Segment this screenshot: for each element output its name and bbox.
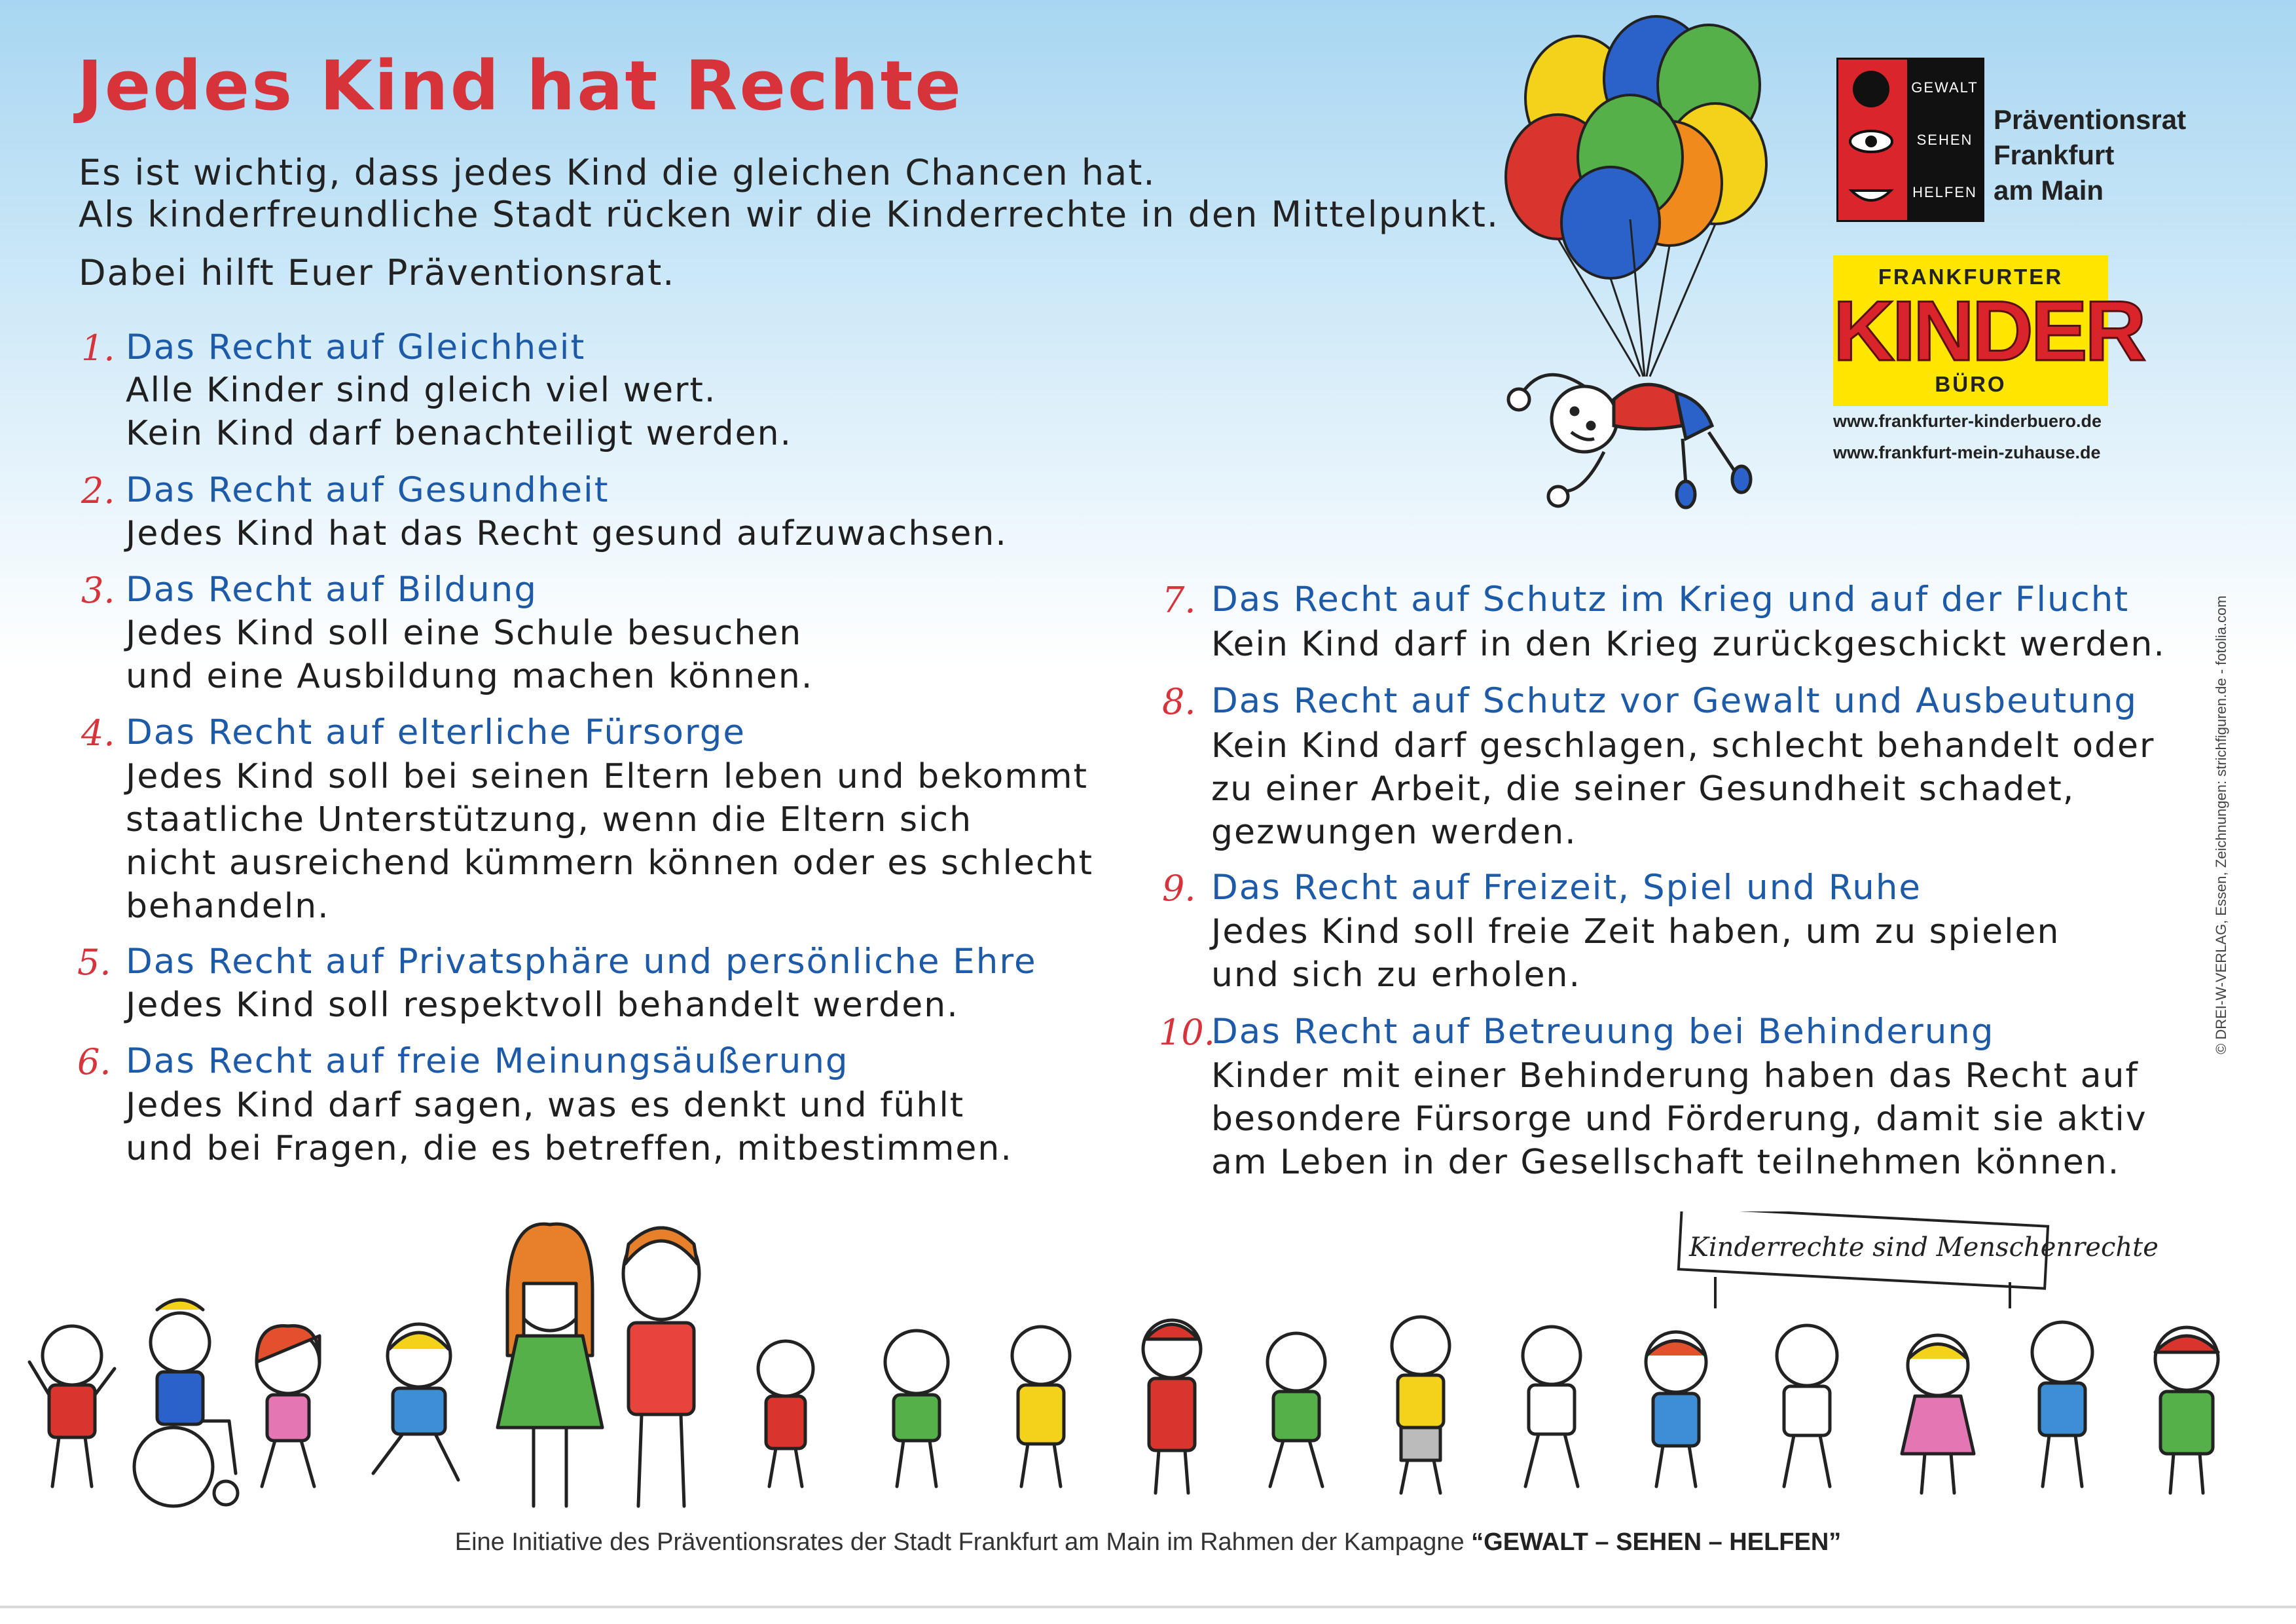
footer-campaign: “GEWALT – SEHEN – HELFEN” [1471, 1528, 1842, 1556]
right-9-number: 9. [1162, 868, 1196, 909]
right-2-text: Jedes Kind hat das Recht gesund aufzuwachsen. [126, 514, 1008, 553]
right-9-title: Das Recht auf Freizeit, Spiel und Ruhe [1211, 868, 1922, 908]
child-figure-7 [758, 1341, 813, 1486]
child-figure-10 [1143, 1320, 1201, 1493]
right-9-text: Jedes Kind soll freie Zeit haben, um zu spielen und sich zu erholen. [1211, 912, 2060, 995]
right-6-title: Das Recht auf freie Meinungsäußerung [126, 1041, 849, 1081]
right-4-number: 4. [81, 712, 115, 754]
child-figure-15 [1777, 1325, 1837, 1486]
right-2-title: Das Recht auf Gesundheit [126, 470, 610, 510]
right-6-text: Jedes Kind darf sagen, was es denkt und fühlt und bei Fragen, die es betreffen, mitbestimmen. [126, 1086, 1013, 1168]
children-row-illustration [0, 1205, 2296, 1519]
logo-word-gewalt: GEWALT [1911, 79, 1978, 96]
child-figure-9 [1012, 1327, 1070, 1486]
right-10-number: 10. [1159, 1012, 1215, 1053]
child-figure-11 [1267, 1333, 1325, 1486]
right-1-title: Das Recht auf Gleichheit [126, 327, 586, 367]
right-5-text: Jedes Kind soll respektvoll behandelt werden. [126, 986, 959, 1025]
right-2-number: 2. [81, 470, 115, 511]
logo-word-sehen: SEHEN [1916, 132, 1973, 148]
intro-line-3: Dabei hilft Euer Präventionsrat. [79, 252, 676, 293]
child-figure-16 [1902, 1335, 1974, 1493]
right-5-number: 5. [77, 942, 111, 983]
hanging-child [1508, 375, 1751, 507]
logo-word-helfen: HELFEN [1912, 184, 1977, 200]
right-8-text: Kein Kind darf geschlagen, schlecht behandelt oder zu einer Arbeit, die seiner Gesundheit schadet, gezwungen werden. [1211, 726, 2155, 852]
kinderbuero-top-label: FRANKFURTER [1878, 265, 2064, 289]
footer-initiative: Eine Initiative des Präventionsrates der Stadt Frankfurt am Main im Rahmen der Kampagne [454, 1528, 1465, 1556]
adult-man [623, 1228, 699, 1506]
right-8-number: 8. [1162, 681, 1196, 722]
child-figure-14 [1646, 1332, 1706, 1486]
right-5-title: Das Recht auf Privatsphäre und persönliche Ehre [126, 942, 1037, 982]
balloons-illustration [1486, 7, 1787, 524]
mouth-icon [1851, 191, 1891, 200]
bottom-divider [0, 1606, 2296, 1608]
child-figure-17 [2032, 1322, 2092, 1486]
right-3-title: Das Recht auf Bildung [126, 570, 538, 610]
intro-line-1: Es ist wichtig, dass jedes Kind die gleichen Chancen hat. [79, 152, 1156, 193]
right-10-text: Kinder mit einer Behinderung haben das Recht auf besondere Fürsorge und Förderung, damit sie aktiv am Leben in der Gesellschaft teilnehmen können. [1211, 1056, 2147, 1182]
url-mein-zuhause[interactable]: www.frankfurt-mein-zuhause.de [1833, 443, 2101, 462]
right-6-number: 6. [77, 1041, 111, 1082]
praeventionsrat-name: Präventionsrat Frankfurt am Main [1994, 104, 2187, 206]
child-figure-13 [1523, 1327, 1580, 1486]
right-4-title: Das Recht auf elterliche Fürsorge [126, 712, 746, 752]
slogan-text: Kinderrechte sind Menschenrechte [1689, 1232, 2159, 1263]
url-kinderbuero[interactable]: www.frankfurter-kinderbuero.de [1833, 411, 2102, 431]
child-figure-12 [1392, 1317, 1449, 1493]
blue-balloon-2 [1561, 167, 1660, 278]
page-title: Jedes Kind hat Rechte [77, 46, 963, 126]
child-figure-3 [257, 1326, 319, 1486]
right-1-number: 1. [81, 327, 115, 369]
right-4-text: Jedes Kind soll bei seinen Eltern leben und bekommt staatliche Unterstützung, wenn die Eltern sich nicht ausreichend kümmern können oder es schlecht behandeln. [126, 757, 1094, 926]
adult-woman [498, 1224, 602, 1506]
right-3-text: Jedes Kind soll eine Schule besuchen und eine Ausbildung machen können. [126, 614, 814, 696]
right-8-title: Das Recht auf Schutz vor Gewalt und Ausbeutung [1211, 681, 2138, 721]
cloud-icon [1853, 71, 1889, 107]
child-figure-4 [373, 1324, 458, 1480]
footer-text [0, 1528, 2296, 1557]
right-7-text: Kein Kind darf in den Krieg zurückgeschickt werden. [1211, 625, 2166, 664]
kinderbuero-main-label: KINDER [1833, 283, 2144, 378]
right-3-number: 3. [81, 570, 115, 611]
right-1-text: Alle Kinder sind gleich viel wert. Kein Kind darf benachteiligt werden. [126, 371, 793, 453]
child-wheelchair [134, 1300, 238, 1506]
child-figure-18 [2155, 1327, 2218, 1493]
right-7-title: Das Recht auf Schutz im Krieg und auf der Flucht [1211, 580, 2130, 619]
image-credit: © DREI-W-VERLAG, Essen, Zeichnungen: strichfiguren.de - fotolia.com [2213, 595, 2229, 1054]
praeventionsrat-logo [1836, 58, 1984, 222]
intro-line-2: Als kinderfreundliche Stadt rücken wir die Kinderrechte in den Mittelpunkt. [79, 194, 1500, 235]
kinderbuero-bottom-label: BÜRO [1935, 372, 2007, 396]
right-10-title: Das Recht auf Betreuung bei Behinderung [1211, 1012, 1995, 1052]
child-figure-1 [29, 1326, 115, 1486]
child-figure-8 [885, 1331, 948, 1486]
right-7-number: 7. [1162, 580, 1196, 621]
